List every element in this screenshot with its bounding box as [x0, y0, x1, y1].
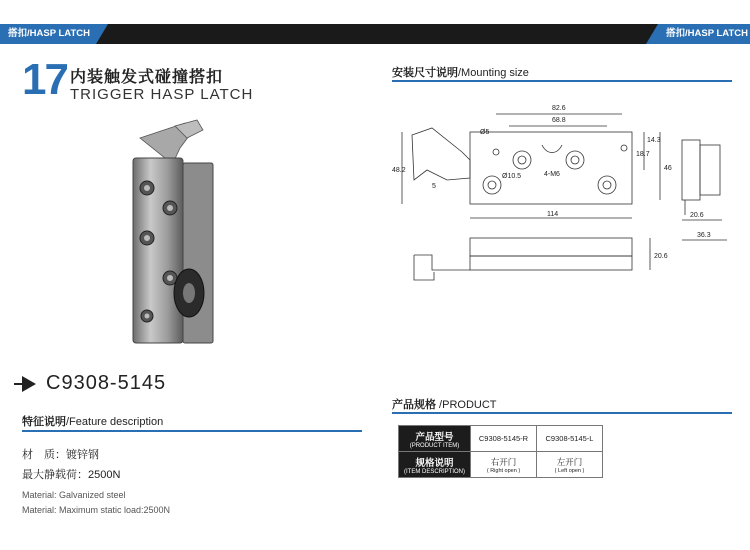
model-label [22, 372, 166, 395]
product-heading [392, 396, 497, 412]
latch-product-image [125, 118, 220, 353]
table-cell: C9308-5145-R [471, 426, 537, 452]
dim-4-m6: 4-M6 [544, 171, 560, 178]
dim-5: 5 [432, 183, 436, 190]
mounting-drawing [392, 90, 732, 295]
row-header-item: 产品型号 (PRODUCT ITEM) [399, 426, 471, 452]
header-bar-left [0, 24, 375, 44]
table-cell: 右开门 ( Right open ) [471, 452, 537, 478]
dim-68-8: 68.8 [552, 117, 566, 124]
product-heading-cn: 产品规格 [392, 399, 436, 411]
spec-load-cn: 最大静载荷：2500N [22, 469, 121, 481]
spec-material-en: Material: Galvanized steel [22, 490, 126, 500]
dim-20-6-side: 20.6 [690, 212, 704, 219]
table-row [399, 426, 603, 452]
model-number: C9308-5145 [46, 372, 167, 394]
product-title-cn: 内装触发式碰撞搭扣 [70, 69, 224, 86]
dim-48-2: 48.2 [392, 167, 406, 174]
category-tag-left: 搭扣/HASP LATCH [0, 24, 96, 44]
product-title-en: TRIGGER HASP LATCH [70, 86, 254, 103]
mounting-heading [392, 64, 529, 80]
dim-14-3: 14.3 [647, 137, 661, 144]
feature-divider [22, 430, 362, 432]
table-cell: C9308-5145-L [537, 426, 603, 452]
product-divider [392, 412, 732, 414]
dim-36-3: 36.3 [697, 232, 711, 239]
dim-82-6: 82.6 [552, 105, 566, 112]
dim-hole-10-5: Ø10.5 [502, 173, 522, 180]
dim-18-7: 18.7 [636, 151, 650, 158]
feature-heading [22, 413, 163, 429]
mounting-heading-cn: 安装尺寸说明 [392, 67, 458, 79]
category-tag-right: 搭扣/HASP LATCH [658, 24, 750, 44]
mounting-divider [392, 80, 732, 82]
row-header-description: 规格说明 (ITEM DESCRIPTION) [399, 452, 471, 478]
product-table [398, 425, 603, 478]
arrow-icon [22, 376, 36, 392]
dim-114: 114 [547, 211, 559, 218]
dim-hole-5: Ø5 [480, 129, 490, 136]
feature-heading-cn: 特征说明 [22, 416, 66, 428]
table-row [399, 452, 603, 478]
table-cell: 左开门 ( Left open ) [537, 452, 603, 478]
feature-heading-en: /Feature description [66, 416, 164, 428]
header-bar-right [375, 24, 750, 44]
mounting-heading-en: /Mounting size [458, 67, 529, 79]
product-heading-en: /PRODUCT [436, 399, 497, 411]
spec-material-cn: 材 质：镀锌钢 [22, 449, 99, 461]
product-number: 17 [22, 55, 67, 104]
dim-20-6-top: 20.6 [654, 253, 668, 260]
spec-load-en: Material: Maximum static load:2500N [22, 505, 171, 515]
dim-46: 46 [664, 165, 672, 172]
